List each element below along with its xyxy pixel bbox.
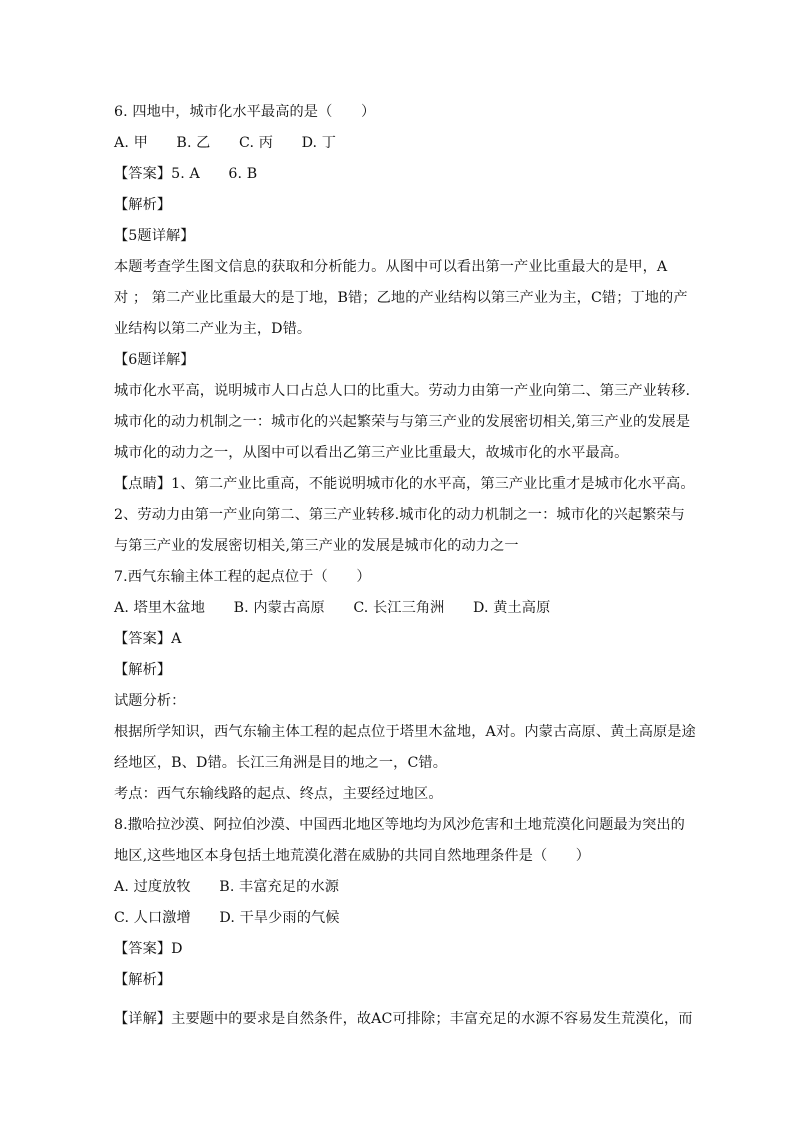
- key-point-line-2: 2、劳动力由第一产业向第二、第三产业转移.城市化的动力机制之一：城市化的兴起繁荣与: [114, 507, 685, 523]
- answer-5-6: 【答案】5. A 6. B: [114, 166, 258, 182]
- key-point-line-3: 与第三产业的发展密切相关,第三产业的发展是城市化的动力之一: [114, 538, 519, 554]
- q7-analysis-line-1: 根据所学知识，西气东输主体工程的起点位于塔里木盆地，A对。内蒙古高原、黄土高原是途: [114, 724, 696, 740]
- q5-detail-line-2: 对 ； 第二产业比重最大的是丁地，B错；乙地的产业结构以第三产业为主，C错；丁地的产: [114, 290, 688, 306]
- q7-test-point: 考点：西气东输线路的起点、终点，主要经过地区。: [114, 786, 443, 802]
- question-8-options-cd: C. 人口激增 D. 干旱少雨的气候: [114, 910, 340, 926]
- answer-8: 【答案】D: [114, 941, 183, 957]
- question-6-options: A. 甲 B. 乙 C. 丙 D. 丁: [114, 135, 337, 151]
- question-8-options-ab: A. 过度放牧 B. 丰富充足的水源: [114, 879, 340, 895]
- q8-detail-line-1: 【详解】主要题中的要求是自然条件，故AC可排除；丰富充足的水源不容易发生荒漠化，而: [114, 1011, 693, 1027]
- analysis-heading-8: 【解析】: [114, 972, 172, 988]
- q6-detail-line-1: 城市化水平高，说明城市人口占总人口的比重大。劳动力由第一产业向第二、第三产业转移.: [114, 383, 691, 399]
- question-7-stem: 7.西气东输主体工程的起点位于（ ）: [114, 569, 371, 585]
- question-7-options: A. 塔里木盆地 B. 内蒙古高原 C. 长江三角洲 D. 黄土高原: [114, 600, 551, 616]
- q6-detail-heading: 【6题详解】: [114, 352, 195, 368]
- question-8-stem-line-1: 8.撒哈拉沙漠、阿拉伯沙漠、中国西北地区等地均为风沙危害和土地荒漠化问题最为突出的: [114, 817, 685, 833]
- q5-detail-line-1: 本题考查学生图文信息的获取和分析能力。从图中可以看出第一产业比重最大的是甲，A: [114, 259, 668, 275]
- answer-7: 【答案】A: [114, 631, 182, 647]
- q5-detail-heading: 【5题详解】: [114, 228, 195, 244]
- analysis-heading: 【解析】: [114, 197, 172, 213]
- analysis-heading-7: 【解析】: [114, 662, 172, 678]
- q7-analysis-line-2: 经地区，B、D错。长江三角洲是目的地之一，C错。: [114, 755, 447, 771]
- key-point-line-1: 【点睛】1、第二产业比重高，不能说明城市化的水平高，第三产业比重才是城市化水平高。: [114, 476, 695, 492]
- question-6-stem: 6. 四地中，城市化水平最高的是（ ）: [114, 104, 376, 120]
- q5-detail-line-3: 业结构以第二产业为主，D错。: [114, 321, 312, 337]
- test-analysis-label: 试题分析：: [114, 693, 186, 709]
- q6-detail-line-2: 城市化的动力机制之一：城市化的兴起繁荣与与第三产业的发展密切相关,第三产业的发展是: [114, 414, 691, 430]
- question-8-stem-line-2: 地区,这些地区本身包括土地荒漠化潜在威胁的共同自然地理条件是（ ）: [114, 848, 591, 864]
- q6-detail-line-3: 城市化的动力之一，从图中可以看出乙第三产业比重最大，故城市化的水平最高。: [114, 445, 629, 461]
